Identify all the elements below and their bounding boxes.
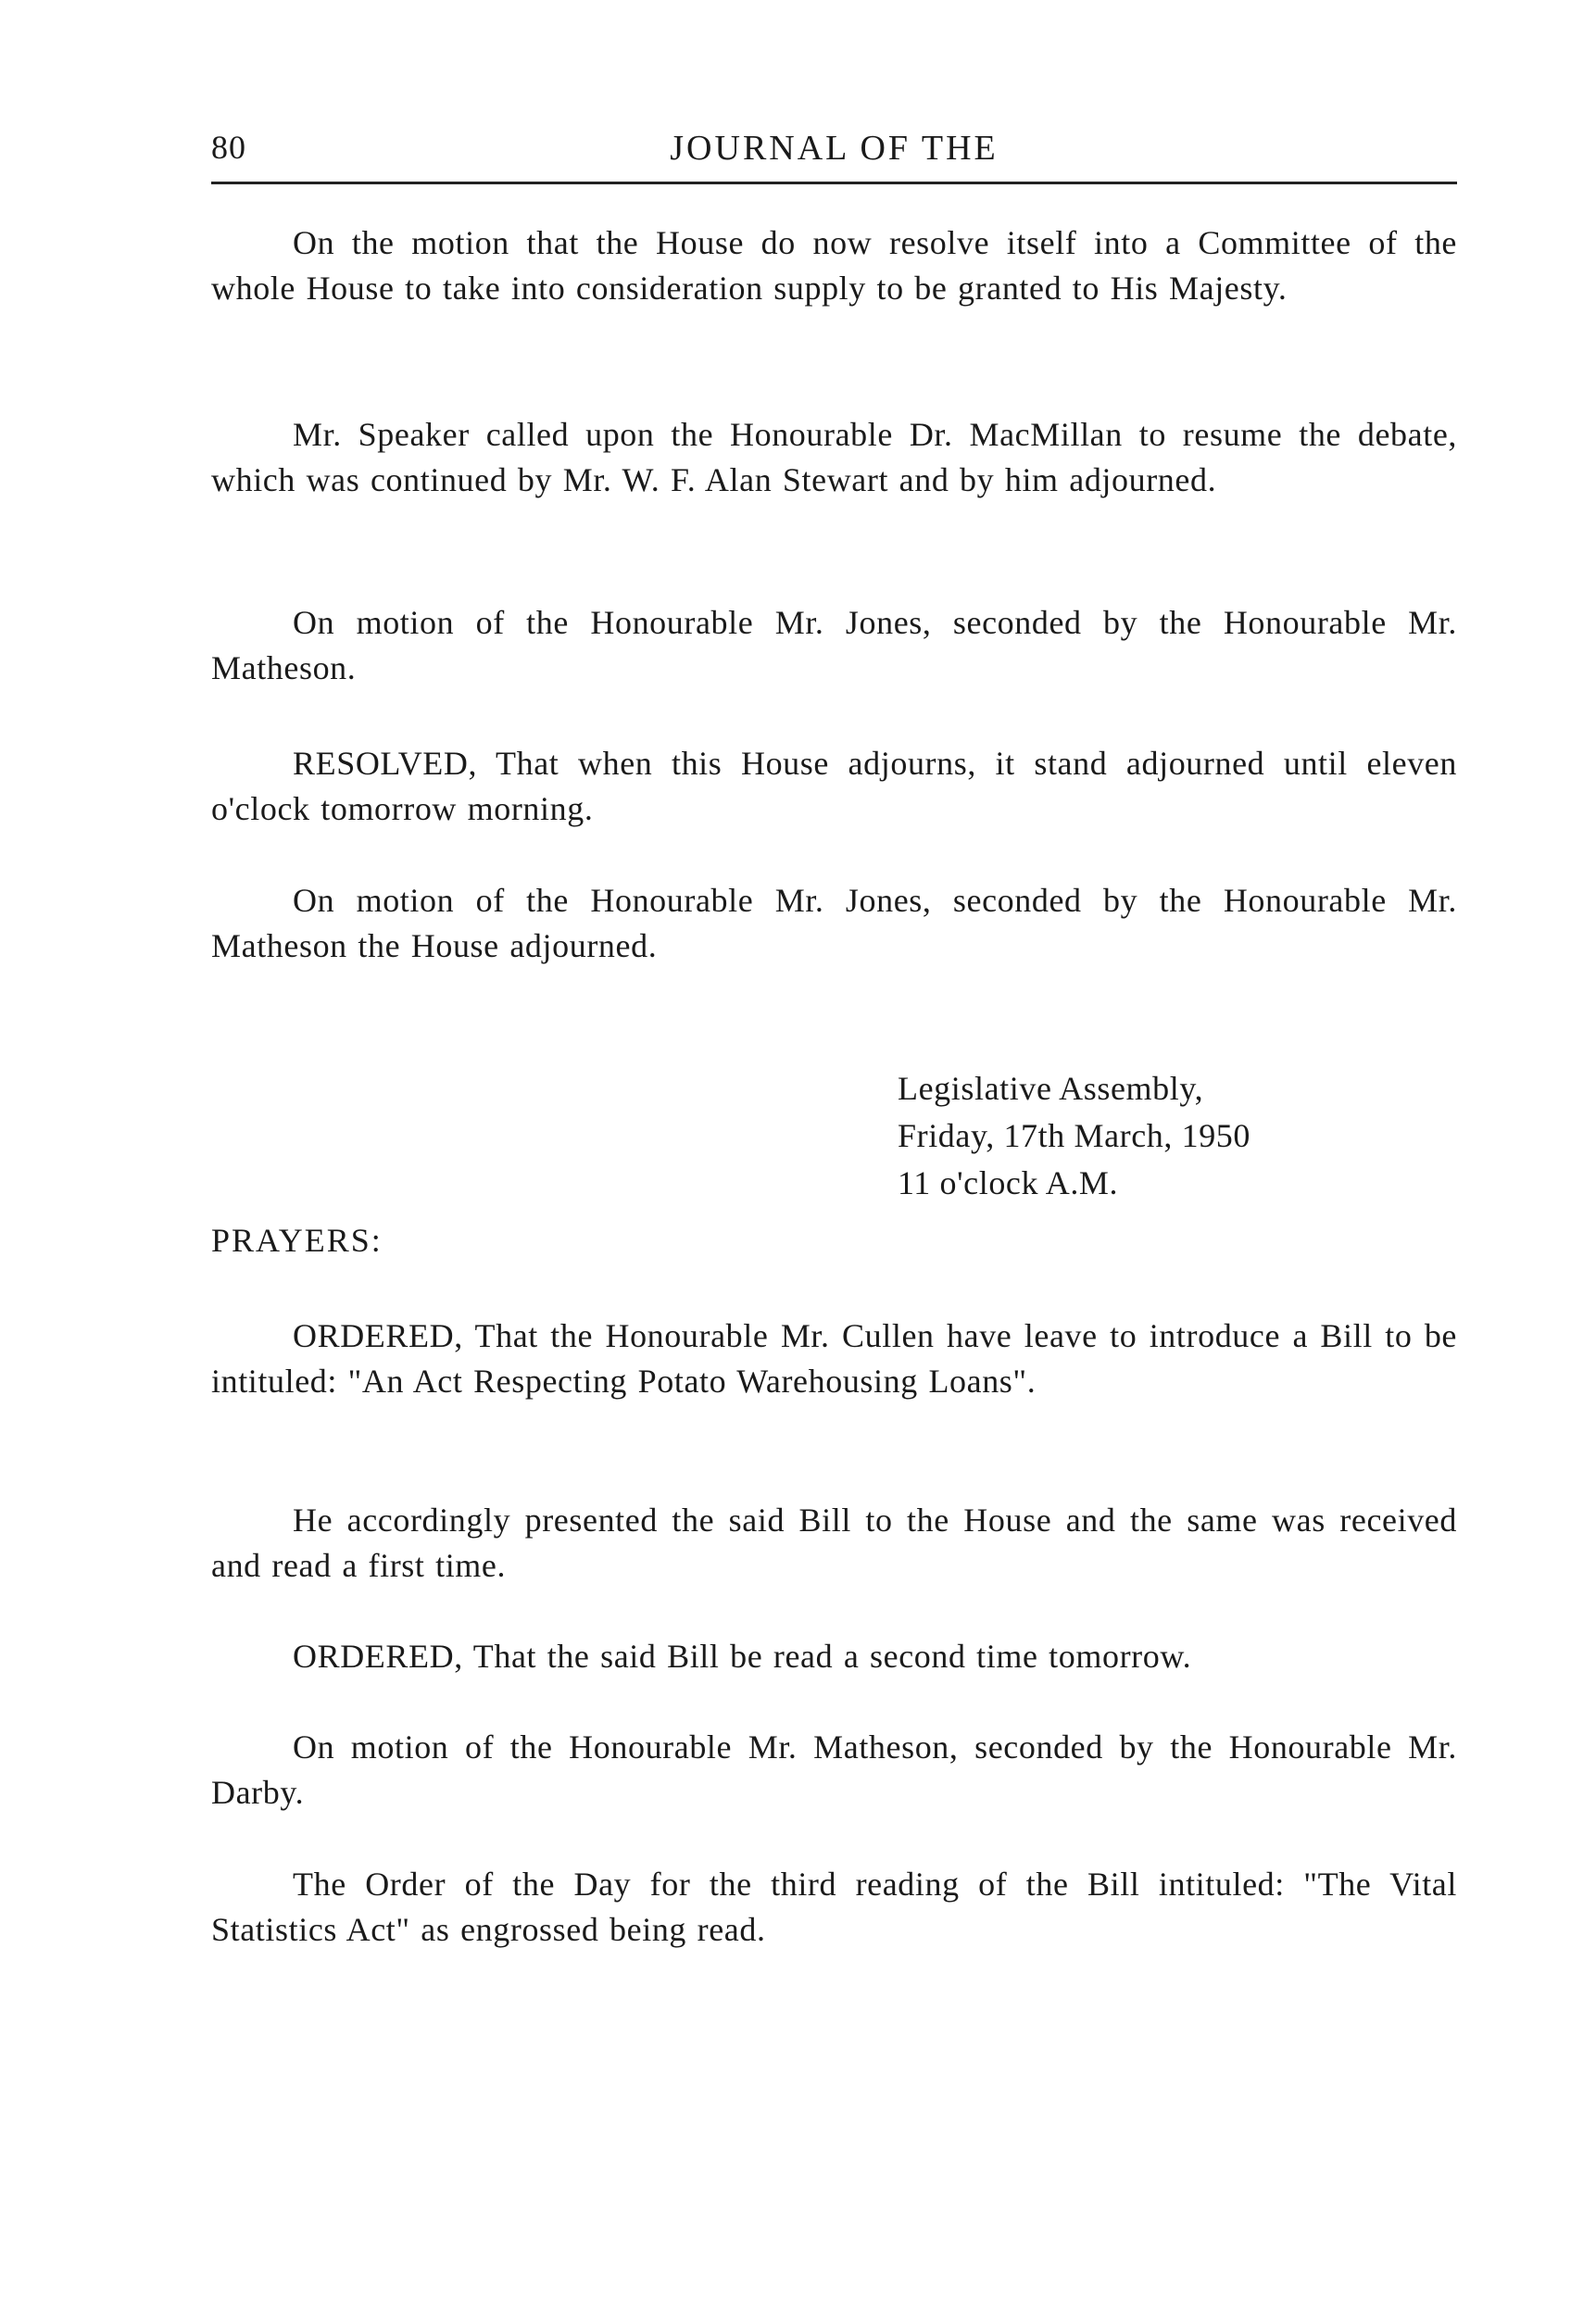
paragraph-resolved: RESOLVED, That when this House adjourns, it stand adjourned until eleven o'clock tomorrow morning. [211,745,1457,827]
paragraph-motion-adjourned: On motion of the Honourable Mr. Jones, seconded by the Honourable Mr. Matheson the House adjourned. [211,882,1457,964]
page-number: 80 [211,129,246,166]
paragraph-motion-jones: On motion of the Honourable Mr. Jones, seconded by the Honourable Mr. Matheson. [211,604,1457,686]
journal-page [211,0,1457,2300]
paragraph-motion-committee: On the motion that the House do now resolve itself into a Committee of the whole House to take into consideration supply to be granted to His Majesty. [211,224,1457,307]
paragraph-ordered-second-reading: ORDERED, That the said Bill be read a second time tomorrow. [293,1638,1192,1675]
dateline [898,1065,1453,1207]
paragraph-bill-presented: He accordingly presented the said Bill to the House and the same was received and read a first time. [211,1502,1457,1584]
dateline-time: 11 o'clock A.M. [898,1164,1119,1201]
prayers-heading: PRAYERS: [211,1222,383,1259]
running-head: JOURNAL OF THE [670,129,999,168]
paragraph-ordered-leave: ORDERED, That the Honourable Mr. Cullen have leave to introduce a Bill to be intituled: "An Act Respecting Potato Warehousing Loans". [211,1317,1457,1400]
dateline-assembly: Legislative Assembly, [898,1070,1204,1107]
page-header [211,128,1457,183]
header-rule [211,182,1457,184]
dateline-date: Friday, 17th March, 1950 [898,1117,1251,1154]
paragraph-order-of-day: The Order of the Day for the third reading of the Bill intituled: "The Vital Statistics Act" as engrossed being read. [211,1866,1457,1948]
paragraph-motion-matheson: On motion of the Honourable Mr. Matheson, seconded by the Honourable Mr. Darby. [211,1728,1457,1811]
paragraph-speaker-debate: Mr. Speaker called upon the Honourable Dr. MacMillan to resume the debate, which was continued by Mr. W. F. Alan Stewart and by him adjourned. [211,416,1457,498]
